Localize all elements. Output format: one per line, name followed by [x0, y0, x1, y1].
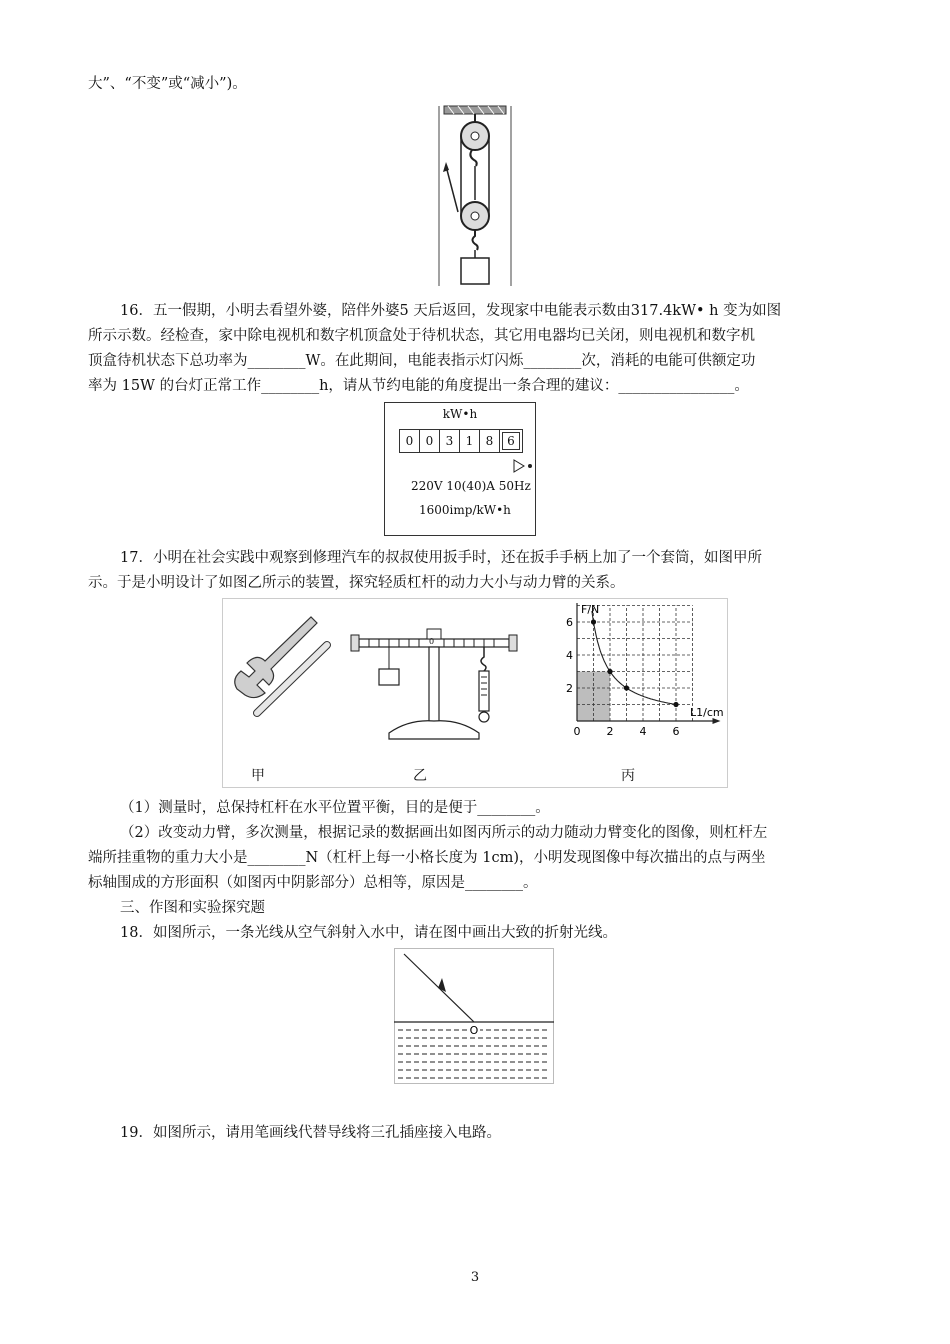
page-number: 3 [470, 1270, 480, 1285]
q17-line-1: 17．小明在社会实践中观察到修理汽车的叔叔使用扳手时，还在扳手手柄上加了一个套筒，如图甲所 [120, 550, 762, 566]
section-heading: 三、作图和实验探究题 [120, 900, 265, 916]
q17-sub-2-line-2: 端所挂重物的重力大小是________N（杠杆上每一小格长度为 1cm)，小明发现图像中每次描出的点与两坐 [88, 850, 766, 866]
meter-unit: kW•h [442, 407, 478, 421]
meter-digit: 3 [440, 430, 460, 452]
data-point [591, 619, 596, 624]
wrench-and-sleeve-drawing [223, 609, 333, 729]
figure-label-a: 甲 [251, 768, 265, 784]
figure-label-b: 乙 [413, 768, 427, 784]
x-tick-label: 2 [606, 725, 614, 738]
y-tick-label: 2 [566, 682, 573, 695]
data-point [607, 669, 612, 674]
x-axis-label: L1/cm [690, 706, 724, 719]
meter-digit: 0 [420, 430, 440, 452]
q17-line-2: 示。于是小明设计了如图乙所示的装置，探究轻质杠杆的动力大小与动力臂的关系。 [88, 575, 625, 591]
meter-indicator-icon [513, 459, 535, 473]
meter-digit: 0 [400, 430, 420, 452]
x-tick-label: 0 [573, 725, 581, 738]
force-arm-chart [557, 603, 727, 753]
meter-spec-2: 1600imp/kW•h [419, 503, 511, 517]
incidence-point-label: O [469, 1024, 479, 1037]
q19-text: 19．如图所示，请用笔画线代替导线将三孔插座接入电路。 [120, 1125, 501, 1141]
q16-line-4: 率为 15W 的台灯正常工作________h，请从节约电能的角度提出一条合理的建议：________________。 [88, 378, 749, 394]
data-point [624, 685, 629, 690]
data-point [673, 702, 678, 707]
q17-sub-1: （1）测量时，总保持杠杆在水平位置平衡，目的是便于________。 [120, 800, 550, 816]
lever-zero-mark: 0 [429, 637, 435, 646]
meter-digit: 8 [480, 430, 500, 452]
meter-digit: 1 [460, 430, 480, 452]
pulley-figure [436, 104, 514, 288]
q16-line-3: 顶盒待机状态下总功率为________W。在此期间，电能表指示灯闪烁________次，消耗的电能可供额定功 [88, 353, 756, 369]
y-tick-label: 6 [566, 616, 573, 629]
q16-line-2: 所示示数。经检查，家中除电视机和数字机顶盒处于待机状态，其它用电器均已关闭，则电视机和数字机 [88, 328, 755, 344]
y-axis-label: F/N [581, 603, 600, 616]
refraction-figure [394, 948, 554, 1084]
q18-text: 18．如图所示，一条光线从空气斜射入水中，请在图中画出大致的折射光线。 [120, 925, 617, 941]
figure-label-c: 丙 [621, 768, 635, 784]
y-tick-label: 4 [566, 649, 573, 662]
meter-digits [399, 429, 523, 453]
q17-figure [222, 598, 728, 788]
q17-sub-2-line-1: （2）改变动力臂，多次测量，根据记录的数据画出如图丙所示的动力随动力臂变化的图像，则杠杆左 [120, 825, 768, 841]
x-tick-label: 4 [639, 725, 647, 738]
meter-spec-1: 220V 10(40)A 50Hz [411, 479, 531, 493]
x-tick-label: 6 [672, 725, 680, 738]
q17-sub-2-line-3: 标轴围成的方形面积（如图丙中阴影部分）总相等，原因是________。 [88, 875, 538, 891]
electric-meter-figure [384, 402, 536, 536]
text-line-continued: 大”、“不变”或“减小”)。 [88, 76, 247, 92]
q16-line-1: 16．五一假期，小明去看望外婆，陪伴外婆5 天后返回，发现家中电能表示数由317.4kW• h 变为如图 [120, 303, 782, 319]
meter-digit-decimal: 6 [502, 432, 520, 450]
